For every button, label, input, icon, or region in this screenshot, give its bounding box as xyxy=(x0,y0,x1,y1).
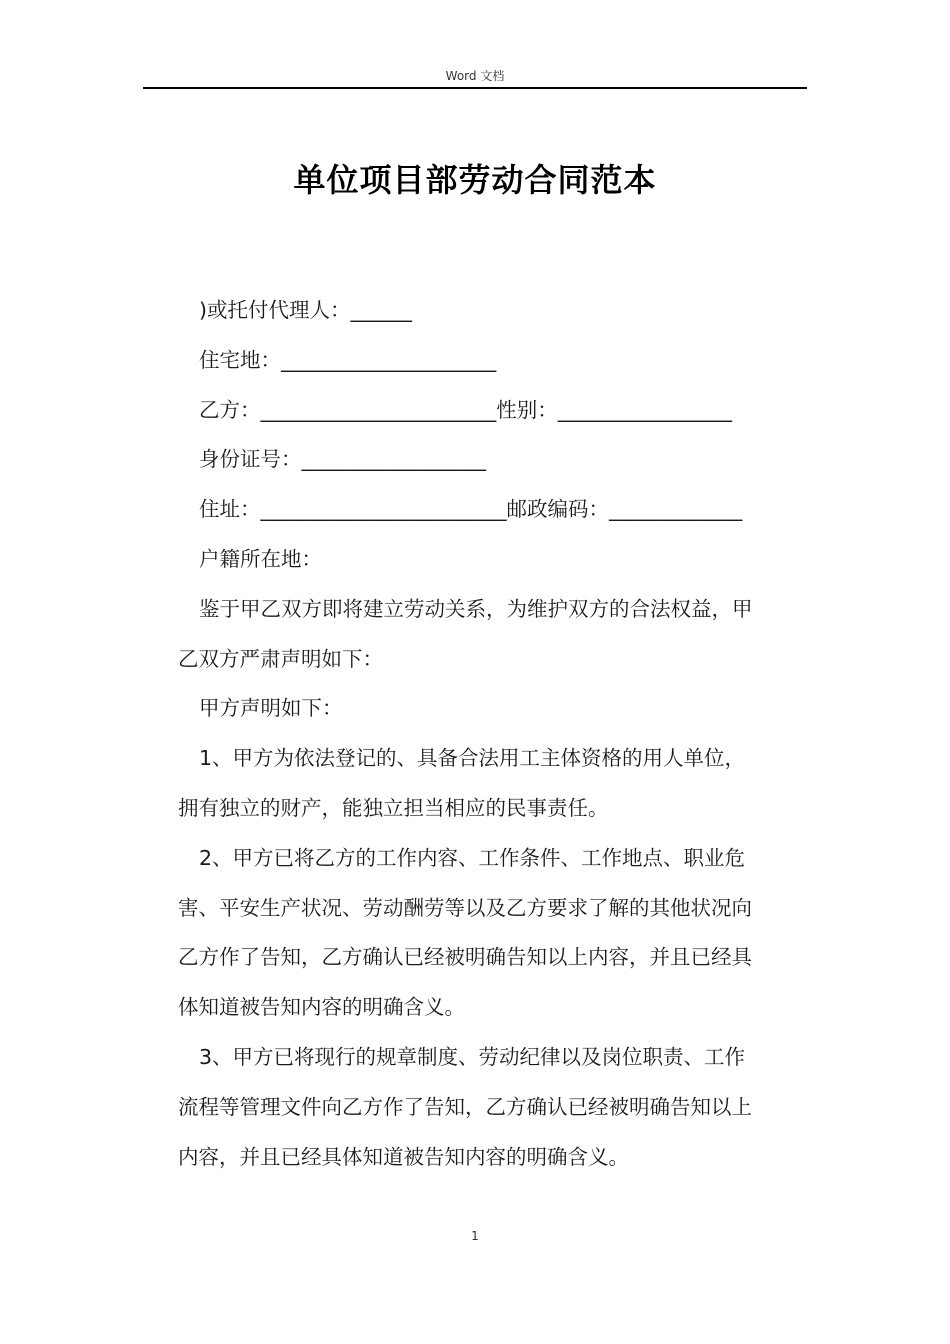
body-line: 害、平安生产状况、劳动酬劳等以及乙方要求了解的其他状况向 xyxy=(178,895,752,920)
page-header: Word 文档 xyxy=(445,69,505,83)
body-line: 户籍所在地： xyxy=(199,546,322,571)
body-line: 鉴于甲乙双方即将建立劳动关系，为维护双方的合法权益，甲 xyxy=(199,596,753,621)
body-line: 3、甲方已将现行的规章制度、劳动纪律以及岗位职责、工作 xyxy=(199,1044,746,1069)
body-line: 2、甲方已将乙方的工作内容、工作条件、工作地点、职业危 xyxy=(199,845,746,870)
body-line: 住址：________________________邮政编码：_____________ xyxy=(199,497,743,522)
body-line: 乙双方严肃声明如下： xyxy=(178,646,383,671)
body-line: 内容，并且已经具体知道被告知内容的明确含义。 xyxy=(178,1144,629,1169)
page-number: 1 xyxy=(471,1229,479,1243)
body-line: 身份证号：__________________ xyxy=(199,447,486,472)
document-title: 单位项目部劳动合同范本 xyxy=(293,161,657,199)
body-line: 住宅地：_____________________ xyxy=(199,347,497,372)
body-line: )或托付代理人：______ xyxy=(199,298,412,322)
header-divider xyxy=(143,87,807,89)
body-line: 乙方作了告知，乙方确认已经被明确告知以上内容，并且已经具 xyxy=(178,945,752,970)
body-line: 拥有独立的财产，能独立担当相应的民事责任。 xyxy=(178,795,609,820)
body-line: 1、甲方为依法登记的、具备合法用工主体资格的用人单位， xyxy=(199,746,746,771)
body-line: 乙方：_______________________性别：_________________ xyxy=(199,397,732,422)
body-line: 甲方声明如下： xyxy=(199,696,343,721)
body-line: 流程等管理文件向乙方作了告知，乙方确认已经被明确告知以上 xyxy=(178,1094,752,1119)
document-body xyxy=(178,286,808,1182)
body-line: 体知道被告知内容的明确含义。 xyxy=(178,995,465,1020)
